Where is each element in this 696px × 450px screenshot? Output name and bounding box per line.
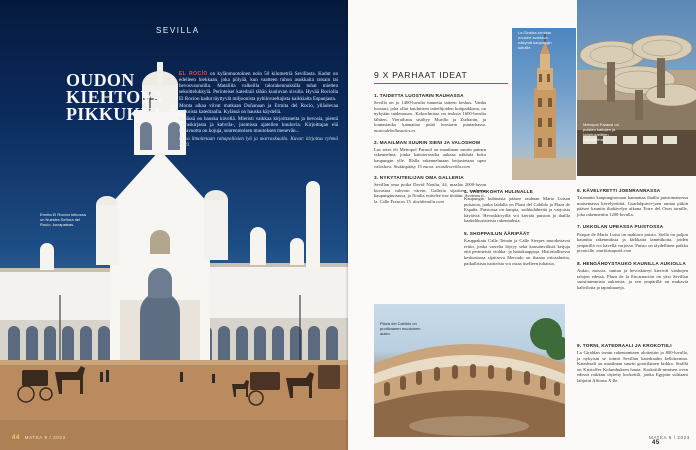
list-item-text: Las setas eli Metropol Parasol on maailman suurin puinen rakennelma, jonka kattoterassilta aukeaa näköala koko kaupungin ylle. Illalla rakennelmaan heijastetaan upea valoshow. Sisäänpääsy 15 euroa. (374, 146, 486, 169)
list-item-2 (374, 140, 486, 169)
lead-credit: Kuva ilmoitetaan rahapoliisien lyö ja marraskuulla. Kuvat: kirjoitus ryhmä 2023 (179, 135, 338, 148)
list-item-text: Kaupungin kuhinasta pääsee rauhaan Maria Luisan puistoon, jonka laidalla on Plaza del Cabildo ja Plaza de España. Puistossa on lampia, suihkulähteitä ja varjoisia käytäviä. Hevoskärryillä voi kiertää puiston ja ihailla kaakelikoristeisia rakennuksia. (464, 196, 570, 224)
list-item-title: 6. KÄVELYRETTI JOENRANNASSA (577, 188, 661, 193)
list-item-link[interactable]: mariluisapark.com (596, 248, 632, 254)
column-b (464, 189, 570, 273)
magazine-issue-left: MATKA 9 / 2023 (24, 435, 66, 440)
giralda-illustration (512, 28, 576, 180)
list-item-title: 3. NYKYTAITEILIJAN OMA GALLERIA (374, 175, 464, 181)
title-rule (374, 83, 508, 84)
list-item-title: 2. MAAILMAN SUURIN SIENI JA VALOSHOW (374, 139, 481, 145)
metropol-parasol-photo (577, 0, 696, 176)
list-item-4 (464, 189, 570, 224)
list-title: 9 X PARHAAT IDEAT (374, 70, 468, 80)
list-item-title: 9. TORNI, KATEDRAALI JA KROKOTIILI (577, 343, 672, 348)
page-folio-left (12, 435, 66, 441)
lead-text (179, 71, 338, 149)
giralda-tower-photo (512, 28, 576, 180)
list-item-1 (374, 93, 486, 134)
list-item-title: 1. TAIDETTA LUOSTARIN RAUHASSA (374, 93, 464, 98)
lead-paragraph-1: on kylänmuotoinen noin 50 kilometriä Sevillasta. Kadut on edelleen hiekkaan, joka pölyää, kun vaatteen tuhon asukkaita ratsain tai hevosvaunuilla. Matalilla valkeilla talorakennuksilla tuhat mielten sekoittelukkylä. Perinteiset katedrali tähän kuuluvan sivulla. Hyvää Rociolla El Rocíon kadut täyttyvät miljoonista pyhiinvaeltajista kaikkialta Espanjasta. (179, 71, 338, 102)
list-item-text: Parque de María Luisa on mahtava puisto. Siellä on paljon kauniita rakennuksia ja kirkkaita lammikoita, joiden ympärillä voi kävellä varjossa. Puisto on täydellinen paikka picnicille. (577, 231, 688, 254)
right-page-text (348, 0, 696, 450)
page-number-right: 45 (652, 440, 660, 446)
list-item-text: Triananin kaupunginosaan kannattaa ihailla puistomaisessa maisemassa kävelyreittiä. Guadalquivir-joen rantaa pitkin pääsee kauniin iltakävelyn aikana Torre del Oron tornille, joka rakennettiin 1200-luvulla. (577, 195, 688, 217)
lead-paragraph-2: Monta aikaa viivat matkaan Doñanaan ja Ermita del Rocío, ylläolevaa valkoista katedraalia. Kylässä on hauska käydellä. (179, 102, 338, 115)
list-item-text: Kauppakatu Calle Tetuán ja Calle Sierpes muodostavat reitin, jonka varrelta löytyy sekä kansainvälisiä ketjuja että perinteisiä viuhka- ja hattukauppoja. Historiallisessa keskustassa sijaitseva Mercado on ihanaa ostosaluetta, paikallisista tuotteista voi ostaa itselleen tuliaisia. (464, 238, 570, 266)
article-headline (66, 70, 180, 124)
list-item-title: 8. HENGÄHDYSTAUKO KAUNILLA AUKIOLLA (577, 260, 686, 266)
list-item-link[interactable]: museodebellasartes.es (374, 128, 416, 134)
list-item-7 (577, 224, 688, 253)
list-item-title: 7. UKKOLAN UPEASSA PUISTOSSA (577, 224, 664, 230)
list-item-8 (577, 261, 688, 290)
metropol-caption: Metropol Parasol on puisten kattojen ja kuljetusreittien rakennelma. (583, 122, 619, 142)
list-item-link[interactable]: davidnoulia.com (413, 199, 444, 204)
column-d (577, 343, 688, 390)
plaza-caption: Plaza del Cabildo on puolikaaren muotoinen aukio. (380, 321, 421, 336)
list-item-link[interactable]: setasdesevilla.com (435, 163, 470, 169)
list-item-6 (577, 188, 688, 217)
lead-keyword: EL ROCÍO (179, 71, 208, 77)
photo-caption: Ermita El Rocíon kirkossa on Nuestra Señora del Rocío -kuvapatsas. (40, 212, 86, 227)
list-item-title: 4. VASTAKOHTA HULINALLE (464, 189, 534, 194)
lead-paragraph-3: Kylässä on hauska kävellä. Mietisti vaikkaa kirjoittaneita ja hevosia, pientä vieraskirjasta ja kahvila-, juomissa ajatellen kuuluvia. Kirjoittajan elä lisäavuotta on kojuja, suurenmoisen muutoksen menevän... (179, 116, 338, 135)
magazine-issue-right: MATKA 9 / 2023 (649, 435, 690, 440)
giralda-caption: La Giralda-tornista nousee avartava näkymä kaupungin katoille. (518, 30, 552, 50)
headline-line-3: PIKKUKYLÄ (66, 104, 180, 124)
list-item-text: Sevillan oma poika David Noulia, 44, maalaa 2000-luvun kuvastoa vahvoin värein. Galleria sijaitsee vanhassa kaupunginosassa, ja Noulia esittelee itse töitään. Avoinna ti–la. Calle Francos 15. (374, 182, 486, 204)
page-folio-right (649, 435, 696, 446)
section-label: SEVILLA (156, 26, 200, 35)
page-number-left: 44 (12, 435, 20, 441)
list-item-text: La Giraldan tornin rakentaminen aloitettiin jo 800-luvulla, ja nykyisin se toimii Sevillan katedraalin kellotornina. Katedraali on maailman suurin goottilainen kirkko. Sisällä on Kristoffer Kolumbuksen hauta. Krokotiili-nimisen oven edessä roikkuu täytetty krokotiili, jonka Egyptin sulttaani lahjoitti Alfonso X:lle. (577, 350, 688, 384)
list-item-5 (464, 231, 570, 266)
headline-line-2: KIEHTOVA (66, 87, 165, 107)
column-c (577, 188, 688, 297)
list-item-title: 5. SHOPPAILUN ÄÄRIPÄÄT (464, 231, 530, 237)
list-item-text: Aukio, moscia, tuntuu ja hevoskärryt kierivät vanhojen talojen edessä. Plaza de la Encarnación on yksi Sevillan suosituimmista aukioista, ja sen ympärillä on mukavia kahviloita ja tapasbaareja. (577, 268, 688, 290)
metropol-parasol-illustration (577, 0, 696, 176)
list-item-text: Sevilla on jo 1400-luvulta tunnettu taiteen keskus. Vanha luostari, joka ollut kuuluisten taiteilijoiden kotipaikkana, on nykyään taidemuseo. Kokoelmissa on teoksia 1600-luvulta lähtien. Vierailusta sisältyy Murillo ja Zurbarán, ja lounastauko kannattaa pitää luostarin puutarhassa. (374, 100, 486, 128)
list-item-9 (577, 343, 688, 384)
headline-line-1: OUDON (66, 70, 135, 90)
